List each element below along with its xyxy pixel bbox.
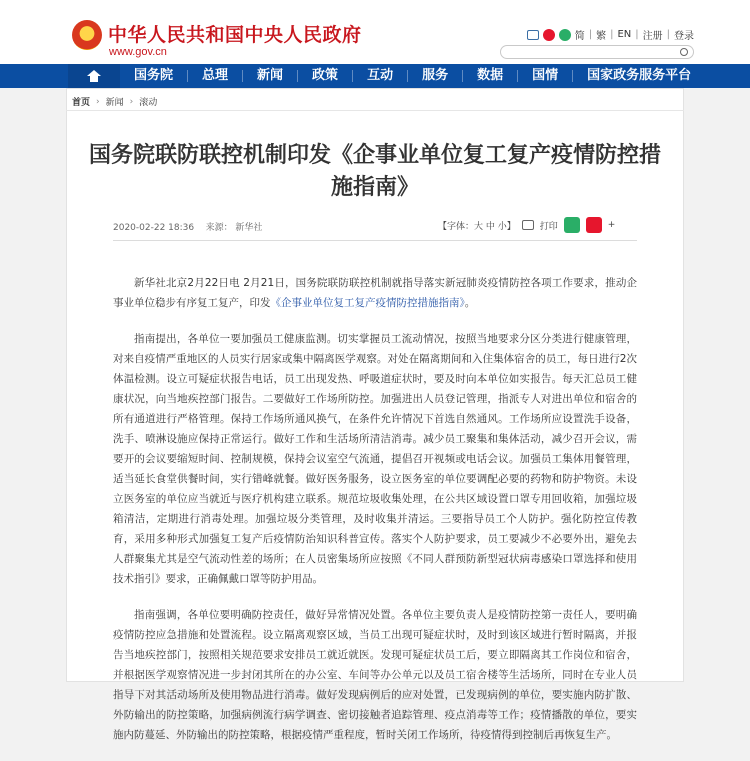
share-more-button[interactable]: + (607, 220, 616, 230)
separator: | (610, 29, 614, 40)
article-tools (438, 217, 615, 233)
chevron-right-icon: › (96, 96, 100, 107)
print-button[interactable]: 打印 (539, 221, 558, 232)
lang-traditional-link[interactable]: 繁 (596, 31, 607, 42)
breadcrumb-news[interactable]: 新闻 (105, 98, 124, 108)
search-input[interactable] (500, 45, 694, 59)
site-header (0, 0, 750, 64)
article-paragraph: 指南强调，各单位要明确防控责任，做好异常情况处置。各单位主要负责人是疫情防控第一责任人，要明确疫情防控应急措施和处置流程。设立隔离观察区域，当员工出现可疑症状时，及时到该区域进行暂时隔离，并报告当地疾控部门，按照相关规范要求安排员工就近就医。发现可疑症状员工后，要立即隔离其工作岗位和宿舍，并根据医学观察情况进一步封闭其所在的办公室、车间等办公单元以及员工宿舍楼等生活场所，同时在专业人员指导下对其活动场所及使用物品进行消毒。做好发现病例后的应对处置，已发现病例的单位，要实施内防扩散、外防输出的防控策略，加强病例流行病学调查、密切接触者追踪管理、疫点消毒等工作；疫情播散的单位，要实施内防蔓延、外防输出的防控策略，根据疫情严重程度，暂时关闭工作场所，待疫情得到控制后再恢复生产。 (113, 609, 637, 741)
separator: | (588, 29, 593, 40)
national-emblem-icon[interactable] (72, 20, 102, 50)
font-size-control[interactable]: 【字体：大 中 小】 (438, 221, 516, 232)
main-nav (0, 64, 750, 88)
message-icon[interactable] (527, 30, 539, 40)
chevron-right-icon: › (129, 96, 134, 107)
nav-item-data[interactable]: 数据 (477, 68, 504, 83)
nav-home-button[interactable] (68, 64, 120, 88)
breadcrumb-home[interactable]: 首页 (72, 98, 91, 108)
wechat-icon[interactable] (559, 29, 571, 41)
article-meta (113, 220, 262, 233)
paragraph-text: 新华社北京2月22日电 2月21日，国务院联防联控机制就指导落实新冠肺炎疫情防控各项工作要求，推动企事业单位稳步有序复工复产，印发 (113, 277, 637, 309)
nav-item-news[interactable]: 新闻 (257, 68, 284, 83)
article-paragraph (113, 273, 637, 313)
nav-item-policy[interactable]: 政策 (312, 68, 339, 83)
article-title: 国务院联防联控机制印发《企事业单位复工复产疫情防控措施指南》 (88, 143, 661, 200)
register-link[interactable]: 注册 (642, 31, 663, 42)
separator: | (666, 29, 670, 40)
article-datetime: 2020-02-22 18:36 (113, 223, 195, 233)
weibo-icon[interactable] (543, 29, 555, 41)
nav-item-state-council[interactable]: 国务院 (134, 68, 174, 83)
search-icon[interactable] (680, 48, 688, 56)
article-source: 来源： 新华社 (205, 223, 263, 233)
lang-simplified-link[interactable]: 简 (574, 31, 585, 42)
weibo-share-icon[interactable] (586, 217, 602, 233)
guideline-link[interactable]: 《企事业单位复工复产疫情防控措施指南》 (270, 297, 465, 309)
site-url: www.gov.cn (109, 46, 167, 58)
print-icon[interactable] (522, 220, 534, 230)
lang-english-link[interactable]: EN (617, 29, 632, 40)
paragraph-text: 。 (464, 297, 476, 309)
breadcrumb-divider (66, 110, 684, 111)
top-links (527, 27, 694, 42)
breadcrumb-scroll[interactable]: 滚动 (139, 98, 158, 108)
nav-item-service[interactable]: 服务 (422, 68, 449, 83)
article-body (113, 273, 637, 761)
nav-item-national-info[interactable]: 国情 (532, 68, 559, 83)
login-link[interactable]: 登录 (674, 31, 694, 42)
site-title[interactable]: 中华人民共和国中央人民政府 (108, 24, 362, 46)
article-paragraph: 指南提出，各单位一要加强员工健康监测。切实掌握员工流动情况，按照当地要求分区分类进行健康管理，对来自疫情严重地区的人员实行居家或集中隔离医学观察。对处在隔离期间和入住集体宿舍的员工，每日进行2次体温检测。设立可疑症状报告电话，员工出现发热、呼吸道症状时，要及时向本单位如实报告。每天汇总员工健康状况，向当地疾控部门报告。二要做好工作场所防控。加强进出人员登记管理，指派专人对进出单位和宿舍的所有通道进行严格管理。保持工作场所通风换气，在条件允许情况下首选自然通风。工作场所应设置洗手设备，洗手、喷淋设施应保持正常运行。做好工作和生活场所清洁消毒。减少员工聚集和集体活动，减少召开会议，需要开的会议要缩短时间、控制规模，保持会议室空气流通，提倡召开视频或电话会议。加强员工集体用餐管理，适当延长食堂供餐时间，实行错峰就餐。做好医务服务，设立医务室的单位要调配必要的药物和防护物资。未设立医务室的单位应当就近与医疗机构建立联系。规范垃圾收集处理，在公共区域设置口罩专用回收箱，加强垃圾箱清洁，定期进行消毒处理。加强垃圾分类管理，及时收集并清运。三要指导员工个人防护。强化防控宣传教育，采用多种形式加强复工复产后疫情防治知识科普宣传。落实个人防护要求，员工要减少不必要外出，避免去人群聚集尤其是空气流动性差的场所；在人员密集场所应按照《不同人群预防新型冠状病毒感染口罩选择和使用技术指引》要求，正确佩戴口罩等防护用品。 (113, 333, 637, 585)
wechat-share-icon[interactable] (564, 217, 580, 233)
nav-item-premier[interactable]: 总理 (202, 68, 229, 83)
nav-item-interaction[interactable]: 互动 (367, 68, 394, 83)
breadcrumb (72, 95, 157, 108)
meta-divider (113, 240, 637, 241)
separator: | (635, 29, 639, 40)
home-icon (86, 70, 102, 82)
nav-item-service-platform[interactable]: 国家政务服务平台 (587, 68, 692, 83)
